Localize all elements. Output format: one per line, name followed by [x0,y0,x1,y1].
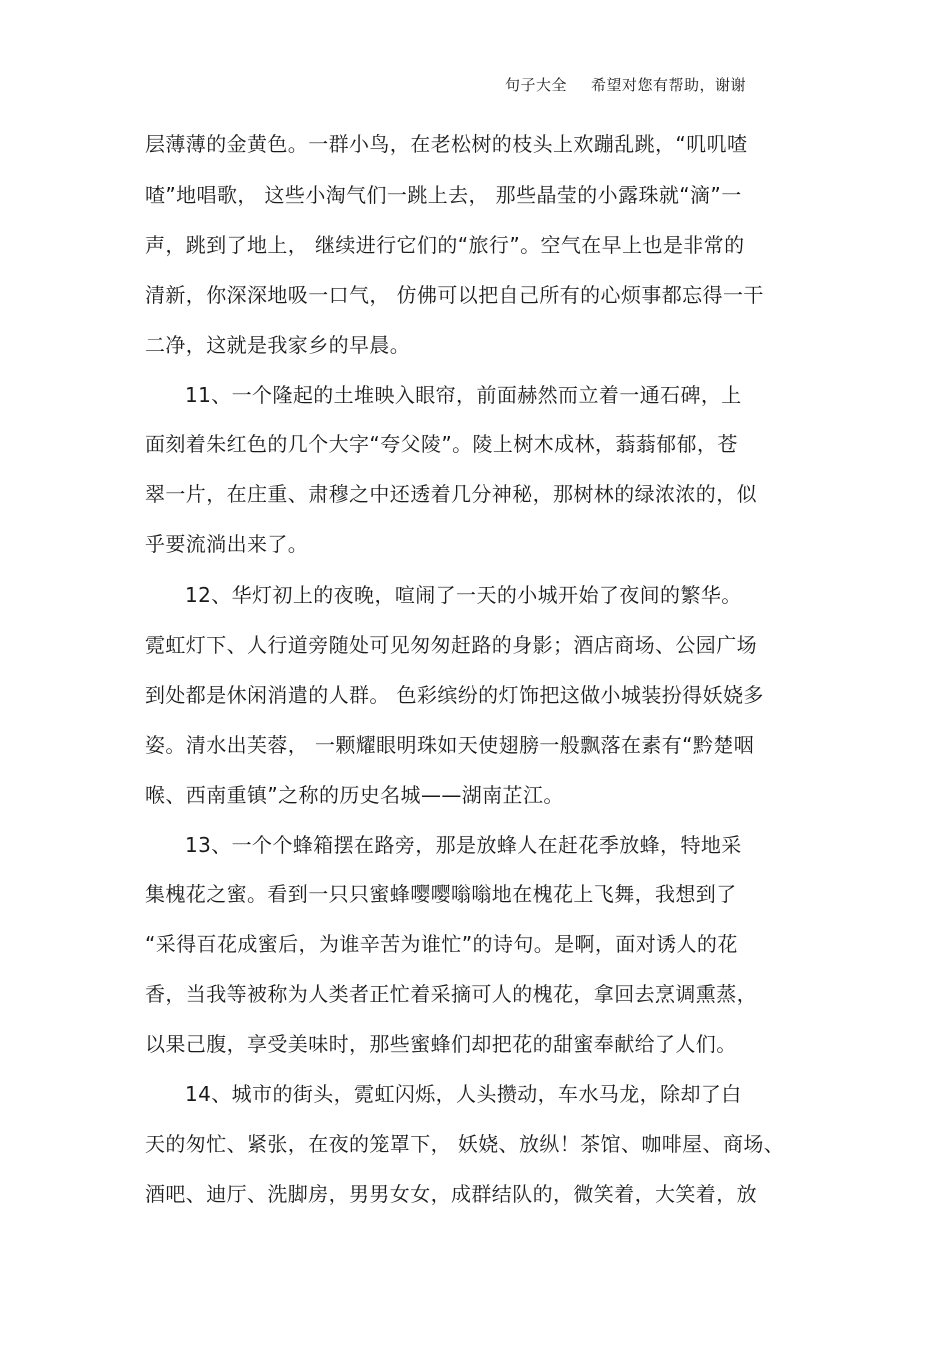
body-line: 霓虹灯下、人行道旁随处可见匆匆赶路的身影；酒店商场、公园广场 [145,633,757,657]
body-line: 姿。清水出芙蓉， 一颗耀眼明珠如天使翅膀一般飘落在素有“黔楚咽 [145,733,755,757]
body-line: 集槐花之蜜。看到一只只蜜蜂嘤嘤嗡嗡地在槐花上飞舞，我想到了 [145,882,737,906]
body-line: “采得百花成蜜后，为谁辛苦为谁忙”的诗句。是啊，面对诱人的花 [145,932,738,956]
body-line: 声，跳到了地上， 继续进行它们的“旅行”。空气在早上也是非常的 [145,233,745,257]
body-line: 面刻着朱红色的几个大字“夸父陵”。陵上树木成林，蓊蓊郁郁，苍 [145,432,738,456]
body-line: 香，当我等被称为人类者正忙着采摘可人的槐花，拿回去烹调熏蒸， [145,982,757,1006]
body-line: 层薄薄的金黄色。一群小鸟，在老松树的枝头上欢蹦乱跳，“叽叽喳 [145,132,748,156]
paragraph-13-start: 13、一个个蜂箱摆在路旁，那是放蜂人在赶花季放蜂，特地采 [185,833,742,857]
body-line: 以果己腹，享受美味时，那些蜜蜂们却把花的甜蜜奉献给了人们。 [145,1032,737,1056]
header-site-name: 句子大全 [505,76,568,94]
body-line: 喉、西南重镇”之称的历史名城——湖南芷江。 [145,783,564,807]
body-line: 清新，你深深地吸一口气， 仿佛可以把自己所有的心烦事都忘得一干 [145,283,764,307]
paragraph-11-start: 11、一个隆起的土堆映入眼帘，前面赫然而立着一通石碑，上 [185,383,742,407]
body-line: 到处都是休闲消遣的人群。 色彩缤纷的灯饰把这做小城装扮得妖娆多 [145,683,764,707]
body-line: 酒吧、迪厅、洗脚房，男男女女，成群结队的，微笑着，大笑着，放 [145,1182,757,1206]
header-note: 希望对您有帮助，谢谢 [591,76,747,94]
body-line: 乎要流淌出来了。 [145,532,309,556]
body-line: 翠一片，在庄重、肃穆之中还透着几分神秘，那树林的绿浓浓的，似 [145,482,757,506]
page-header [505,74,746,95]
body-line: 天的匆忙、紧张，在夜的笼罩下， 妖娆、放纵！茶馆、咖啡屋、商场、 [145,1132,785,1156]
body-line: 喳”地唱歌， 这些小淘气们一跳上去， 那些晶莹的小露珠就“滴”一 [145,183,742,207]
paragraph-14-start: 14、城市的街头，霓虹闪烁，人头攒动，车水马龙，除却了白 [185,1082,742,1106]
paragraph-12-start: 12、华灯初上的夜晚，喧闹了一天的小城开始了夜间的繁华。 [185,583,742,607]
body-line: 二净，这就是我家乡的早晨。 [145,333,411,357]
